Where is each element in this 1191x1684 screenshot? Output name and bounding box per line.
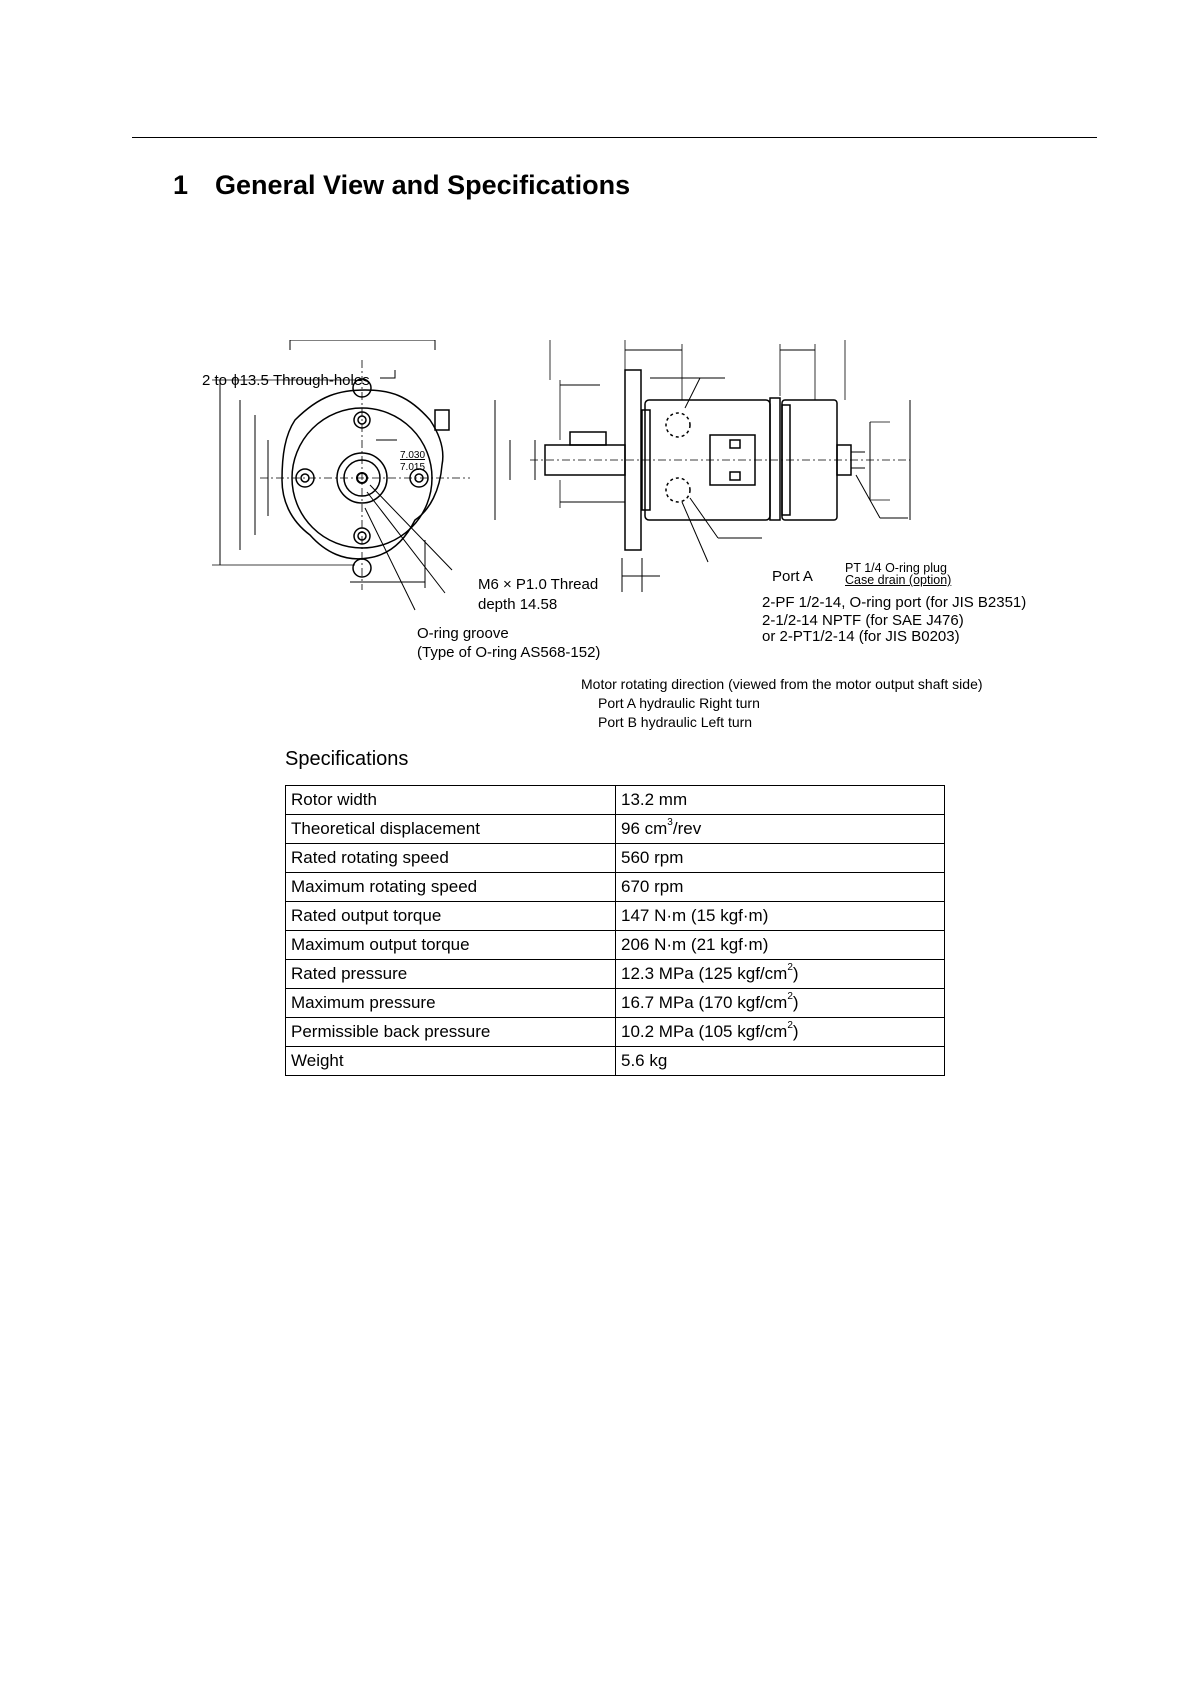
spec-label: Rotor width xyxy=(286,786,616,815)
spec-value-text: 16.7 MPa (170 kgf/cm xyxy=(621,993,788,1012)
oring-groove-label: O-ring groove xyxy=(417,625,509,642)
rotation-port-a: Port A hydraulic Right turn xyxy=(598,695,760,711)
spec-value-exponent: 2 xyxy=(787,962,793,974)
table-row xyxy=(286,931,945,960)
spec-label: Rated rotating speed xyxy=(286,844,616,873)
spec-value-text: 147 N·m (15 kgf·m) xyxy=(621,906,769,925)
spec-label: Weight xyxy=(286,1047,616,1076)
spec-value-suffix: ) xyxy=(792,993,799,1012)
spec-value-text: 5.6 kg xyxy=(621,1051,668,1070)
spec-value-text: 560 rpm xyxy=(621,848,684,867)
spec-value xyxy=(616,989,945,1018)
spec-label: Maximum pressure xyxy=(286,989,616,1018)
table-row xyxy=(286,960,945,989)
spec-value xyxy=(616,815,945,844)
dimension-7030: 7.030 xyxy=(400,450,426,461)
rotation-port-b: Port B hydraulic Left turn xyxy=(598,714,753,730)
specifications-title: Specifications xyxy=(285,748,409,770)
port-b-circle xyxy=(666,413,690,437)
spec-value xyxy=(616,960,945,989)
flange-tab xyxy=(435,410,449,430)
end-cover xyxy=(770,398,780,520)
spec-value xyxy=(616,931,945,960)
shaft-key xyxy=(570,432,606,445)
port-a-circle xyxy=(666,478,690,502)
spec-value xyxy=(616,1047,945,1076)
spec-value-exponent: 2 xyxy=(787,1020,793,1032)
dimension-7015: 7.015 xyxy=(400,462,426,473)
spec-label: Maximum rotating speed xyxy=(286,873,616,902)
spec-label: Rated output torque xyxy=(286,902,616,931)
spec-value-text: 206 N·m (21 kgf·m) xyxy=(621,935,769,954)
spec-value-text: 13.2 mm xyxy=(621,790,688,809)
table-row xyxy=(286,989,945,1018)
spec-label: Rated pressure xyxy=(286,960,616,989)
spec-value xyxy=(616,873,945,902)
table-row xyxy=(286,844,945,873)
port-line-2: 2-1/2-14 NPTF (for SAE J476) xyxy=(762,612,964,629)
case-drain-label: Case drain (option) xyxy=(845,573,952,587)
through-holes-label: 2 to ϕ13.5 Through-holes xyxy=(202,372,370,389)
spec-value xyxy=(616,844,945,873)
spec-label: Maximum output torque xyxy=(286,931,616,960)
side-view xyxy=(495,340,910,592)
spec-value-text: 670 rpm xyxy=(621,877,684,896)
port-boss xyxy=(710,435,755,485)
spec-value xyxy=(616,1018,945,1047)
spec-value xyxy=(616,786,945,815)
table-row xyxy=(286,815,945,844)
page-title xyxy=(173,170,630,201)
plug-label: PT 1/4 O-ring plug xyxy=(845,561,947,575)
port-line-1: 2-PF 1/2-14, O-ring port (for JIS B2351) xyxy=(762,594,1027,611)
thread-label: M6 × P1.0 Thread xyxy=(478,576,599,593)
spec-value-text: 12.3 MPa (125 kgf/cm xyxy=(621,964,788,983)
spec-label: Theoretical displacement xyxy=(286,815,616,844)
rotation-title: Motor rotating direction (viewed from the motor output shaft side) xyxy=(581,676,983,692)
table-row xyxy=(286,786,945,815)
spec-value-text: 10.2 MPa (105 kgf/cm xyxy=(621,1022,788,1041)
spec-value-suffix: ) xyxy=(792,964,799,983)
spec-value-text: 96 cm xyxy=(621,819,668,838)
port-line-3: or 2-PT1/2-14 (for JIS B0203) xyxy=(762,628,960,645)
table-row xyxy=(286,873,945,902)
section-number: 1 xyxy=(173,170,189,200)
spec-value-exponent: 2 xyxy=(787,991,793,1003)
top-rule xyxy=(132,137,1097,138)
section-title: General View and Specifications xyxy=(215,170,631,200)
thread-depth-label: depth 14.58 xyxy=(478,596,558,613)
port-a-label: Port A xyxy=(772,568,813,585)
spec-value xyxy=(616,902,945,931)
specifications-table xyxy=(285,785,945,1076)
rotation-note xyxy=(581,675,983,732)
table-row xyxy=(286,1047,945,1076)
spec-value-exponent: 3 xyxy=(667,817,673,829)
spec-value-suffix: ) xyxy=(792,1022,799,1041)
spec-value-suffix: /rev xyxy=(672,819,702,838)
spec-label: Permissible back pressure xyxy=(286,1018,616,1047)
table-row xyxy=(286,902,945,931)
oring-type-label: (Type of O-ring AS568-152) xyxy=(417,644,601,661)
table-row xyxy=(286,1018,945,1047)
